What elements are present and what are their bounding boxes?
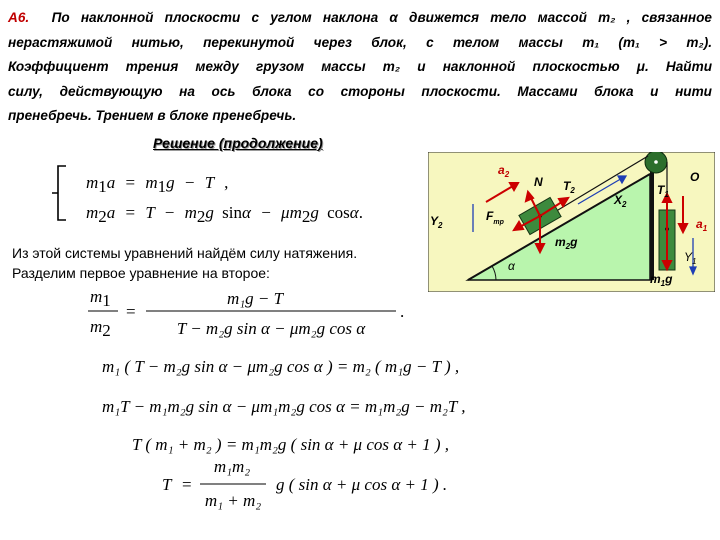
label-alpha: α [508, 259, 515, 273]
derivation [90, 350, 570, 540]
eq-symbol: m [86, 203, 99, 222]
eq-symbol: g [205, 203, 214, 222]
problem-line: Коэффициент трения между грузом массы m₂ и наклонной плоскостью μ. Найти [8, 59, 712, 74]
pulley-support [650, 168, 654, 280]
solution-heading: Решение (продолжение) [153, 135, 323, 151]
eq-symbol: a [106, 173, 116, 192]
equation-system [40, 160, 420, 230]
problem-line: силу, действующую на ось блока со стороны плоскости. Массами блока и нити [8, 83, 712, 99]
explanation-text [12, 243, 357, 283]
label-X2: $X_2$ [614, 193, 627, 209]
eq-operator: = [125, 173, 136, 192]
final-rest: g ( sin α + μ cos α + 1 ) . [276, 475, 448, 494]
problem-text-1: По наклонной плоскости с углом наклона α движется тело массой m₂ , связанное [51, 10, 712, 25]
eq-operator: − [184, 173, 195, 192]
eq-symbol: a [106, 203, 116, 222]
eq-subscript: 2 [301, 207, 311, 226]
label-Ftr: $F_{тр}$ [486, 209, 504, 226]
explanation-line: Разделим первое уравнение на второе: [12, 265, 270, 281]
label-m1g: $m_1g$ [650, 272, 673, 288]
eq-operator: − [164, 203, 175, 222]
final-den: m₁ + m₂ [204, 491, 262, 510]
eq-symbol: g [310, 203, 319, 222]
eq-subscript: 2 [196, 207, 206, 226]
ratio-dot: . [400, 302, 405, 321]
problem-number: А6. [8, 10, 30, 25]
eq-subscript: 2 [98, 207, 107, 226]
label-O: O [690, 170, 700, 184]
label-a2: $a_2$ [498, 163, 510, 179]
final-T: T [162, 475, 172, 494]
ratio-den-left: m2 [90, 317, 111, 340]
system-brace [52, 166, 66, 220]
label-T1: $T_1$ [657, 183, 669, 199]
final-num: m₁m₂ [213, 457, 251, 476]
eq-function: sin [222, 203, 242, 222]
final-eq: = [182, 475, 192, 494]
derivation-line-2: m₁T − m₁m₂g sin α − μm₁m₂g cos α = m₁m₂g − m₂T , [102, 397, 466, 416]
eq-subscript: 1 [157, 177, 167, 196]
eq-symbol: g [166, 173, 175, 192]
problem-statement [8, 6, 712, 129]
eq-function: cos [327, 203, 350, 222]
label-Y1: $Y_1$ [684, 250, 697, 266]
pulley-axis [654, 160, 658, 164]
svg-text:m1a = m1g − T [86, 173, 228, 196]
eq-symbol: T [204, 173, 214, 192]
label-T2: $T_2$ [563, 179, 575, 195]
label-m2g: $m_2g$ [555, 235, 578, 251]
eq-operator: = [125, 203, 136, 222]
eq-symbol: m [184, 203, 197, 222]
eq-symbol: m [145, 173, 158, 192]
ratio-eq: = [126, 302, 136, 321]
svg-text:m2a = T − m2g [86, 203, 363, 226]
eq-symbol: α [242, 203, 251, 222]
eq-operator: − [261, 203, 271, 222]
ratio-den-right: T − m₂g sin α − μm₂g cos α [176, 319, 366, 338]
derivation-line-3: T ( m₁ + m₂ ) = m₁m₂g ( sin α + μ cos α + 1 ) , [132, 435, 450, 454]
eq-symbol: μ [281, 203, 290, 222]
ratio-num-right: m₁g − T [226, 289, 284, 308]
incline-figure [428, 152, 715, 292]
label-Y2: $Y_2$ [430, 214, 443, 230]
ratio-num-left: m1 [90, 287, 111, 310]
eq-subscript: 1 [98, 177, 107, 196]
problem-line: нерастяжимой нитью, перекинутой через блок, с телом массы m₁ (m₁ > m₂). [8, 34, 712, 50]
eq-symbol: α [349, 203, 359, 222]
eq-punct: , [224, 173, 229, 192]
problem-line: пренебречь. Трением в блоке пренебречь. [8, 108, 297, 123]
eq-symbol: m [289, 203, 302, 222]
problem-line [8, 6, 712, 31]
explanation-line: Из этой системы уравнений найдём силу натяжения. [12, 245, 358, 261]
label-N: N [534, 175, 543, 189]
eq-symbol: m [86, 173, 99, 192]
ratio-equation [80, 282, 440, 344]
eq-symbol: T [145, 203, 155, 222]
eq-punct: . [358, 203, 363, 222]
label-a1: $a_1$ [696, 217, 708, 233]
derivation-line-1: m₁ ( T − m₂g sin α − μm₂g cos α ) = m₂ ( m₁g − T ) , [102, 357, 460, 376]
